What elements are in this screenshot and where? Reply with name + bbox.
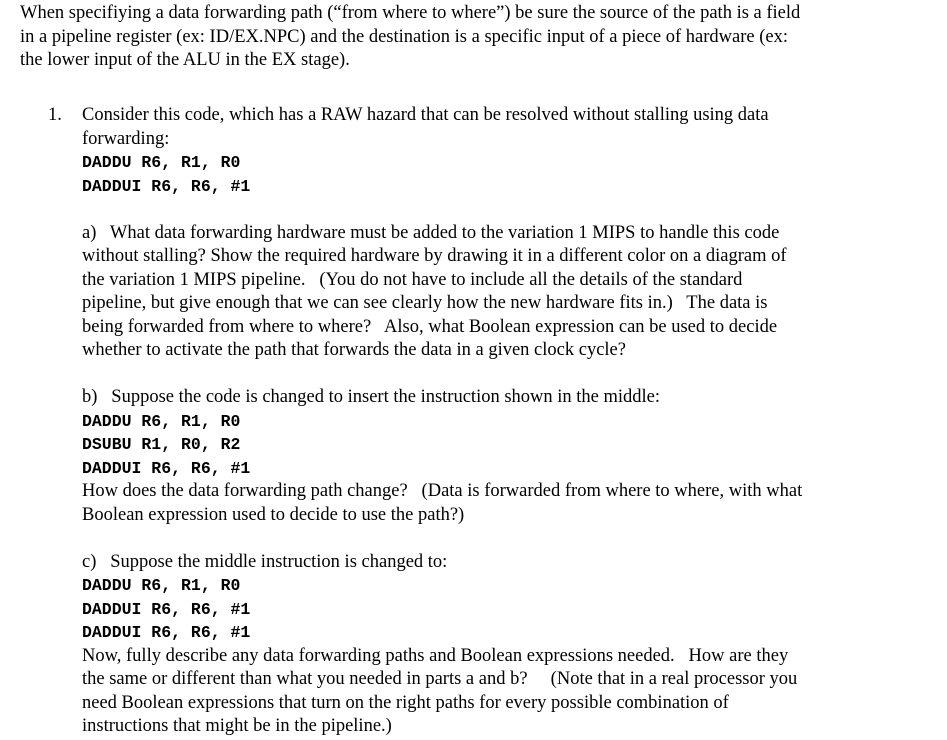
part-a-line: a) What data forwarding hardware must be added to the variation 1 MIPS to handle this code (82, 222, 780, 243)
part-c (82, 551, 902, 739)
intro-paragraph (20, 2, 920, 73)
spacer (82, 363, 902, 387)
part-c-intro: c) Suppose the middle instruction is changed to: (82, 551, 448, 572)
part-a-line: pipeline, but give enough that we can see clearly how the new hardware fits in.) The data is (82, 293, 768, 313)
code-line: DADDUI R6, R6, #1 (82, 623, 251, 642)
code-line: DADDU R6, R1, R0 (82, 411, 241, 431)
part-b-line: Boolean expression used to decide to use the path?) (82, 504, 465, 525)
code-line: DADDUI R6, R6, #1 (82, 599, 251, 619)
intro-line: the lower input of the ALU in the EX stage). (20, 50, 350, 70)
part-a-line: without stalling? Show the required hardware by drawing it in a different color on a diagram of (82, 246, 787, 266)
code-line: DADDUI R6, R6, #1 (82, 176, 251, 196)
part-a-line: the variation 1 MIPS pipeline. (You do not have to include all the details of the standard (82, 269, 743, 290)
spacer (82, 198, 902, 222)
spacer (82, 527, 902, 551)
code-line: DADDU R6, R1, R0 (82, 153, 241, 172)
part-c-line: Now, fully describe any data forwarding paths and Boolean expressions needed. How are they (82, 645, 789, 666)
question-number: 1. (48, 105, 62, 125)
intro-line: When specifiying a data forwarding path (“from where to where”) be sure the source of the path is a field (20, 3, 801, 23)
part-b (82, 386, 902, 527)
part-a-line: being forwarded from where to where? Also, what Boolean expression can be used to decide (82, 316, 778, 337)
part-c-line: the same or different than what you needed in parts a and b? (Note that in a real processor you (82, 669, 798, 689)
part-a-line: whether to activate the path that forwards the data in a given clock cycle? (82, 340, 626, 360)
part-c-line: need Boolean expressions that turn on the right paths for every possible combination of (82, 692, 729, 713)
part-a (82, 222, 902, 363)
intro-line: in a pipeline register (ex: ID/EX.NPC) and the destination is a specific input of a piece of hardware (ex: (20, 26, 789, 47)
part-c-line: instructions that might be in the pipeline.) (82, 716, 392, 736)
question-body (82, 104, 902, 739)
part-b-intro: b) Suppose the code is changed to insert the instruction shown in the middle: (82, 387, 661, 407)
code-line: DADDU R6, R1, R0 (82, 576, 241, 595)
code-line: DSUBU R1, R0, R2 (82, 435, 241, 454)
question-prompt-line: Consider this code, which has a RAW hazard that can be resolved without stalling using data (82, 105, 769, 125)
question-prompt-line: forwarding: (82, 128, 170, 149)
part-b-line: How does the data forwarding path change? (Data is forwarded from where to where, with what (82, 481, 803, 501)
code-line: DADDUI R6, R6, #1 (82, 458, 251, 478)
